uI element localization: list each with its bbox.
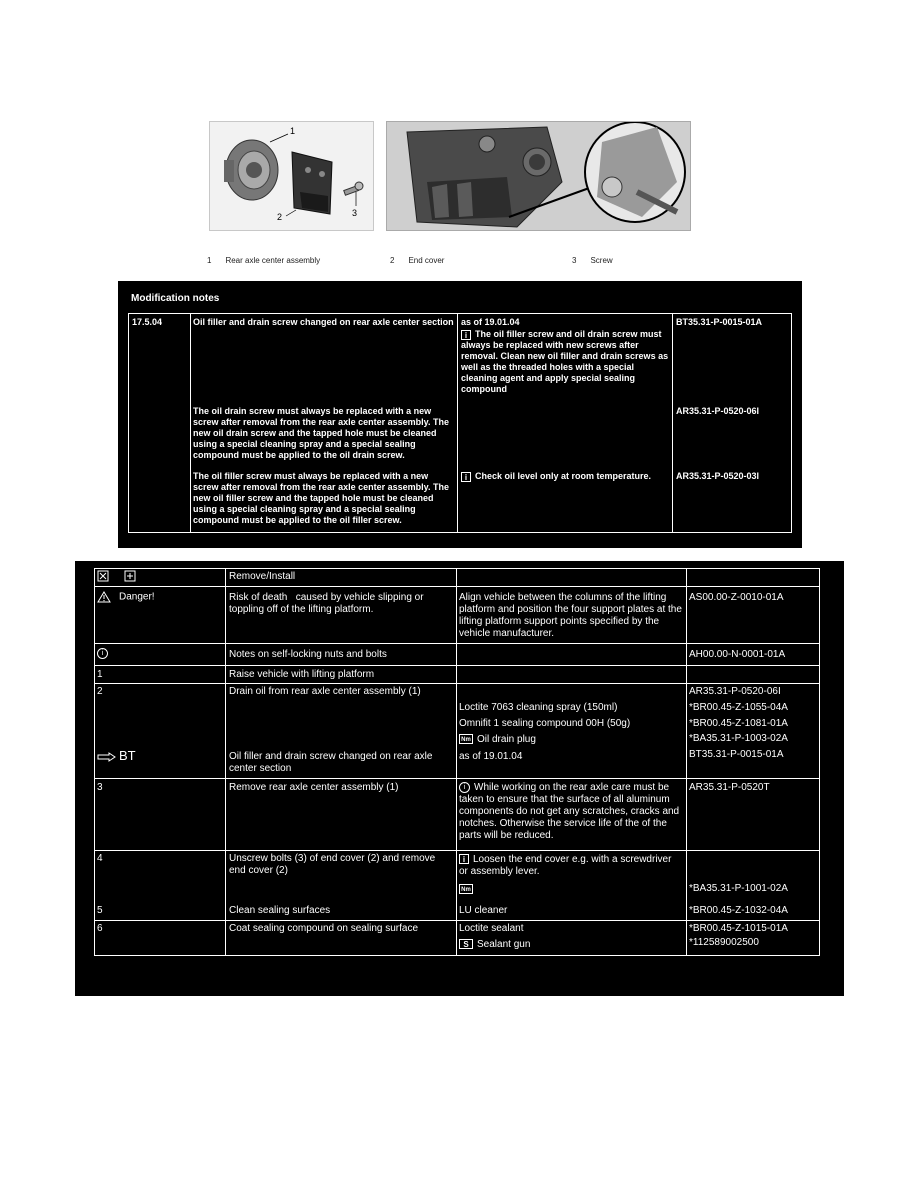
notes-icon-cell (97, 648, 112, 660)
step-4-ref: *BA35.31-P-1001-02A (689, 883, 788, 894)
mod-ref-3: AR35.31-P-0520-03I (676, 471, 760, 481)
mod-note-2: i Check oil level only at room temperature. (461, 471, 669, 482)
remove-install-icons (97, 570, 137, 586)
step-3-ref: AR35.31-P-0520T (689, 782, 770, 793)
info-icon: i (461, 472, 471, 482)
step-2-bt-asof: as of 19.01.04 (459, 751, 523, 762)
mod-description: Oil filler and drain screw changed on rear axle center section (193, 317, 454, 327)
mod-note-1: i The oil filler screw and oil drain screw must always be replaced with new screws after removal. Clean new oil filler and drain screws as well as the threaded holes with a special cleaning agent and apply special sealing compound (461, 329, 669, 394)
step-2-compound-ref: *BR00.45-Z-1081-01A (689, 718, 788, 729)
torque-icon: Nm (459, 734, 473, 744)
callout-1: 1 (290, 126, 296, 136)
remove-install-icon (97, 570, 137, 582)
mod-ref-1: BT35.31-P-0015-01A (676, 317, 763, 327)
danger-label: Danger! (97, 591, 155, 604)
step-2-plug-ref: *BA35.31-P-1003-02A (689, 733, 788, 744)
step-4-num: 4 (97, 853, 103, 864)
mod-drain-text: The oil drain screw must always be replaced with a new screw after removal from the rear axle center assembly. The new oil drain screw and the tapped hole must be cleaned using a special cleaning spray and a special sealing compound must be applied to the oil drain screw. (193, 406, 449, 460)
step-4-note: i Loosen the end cover e.g. with a screwdriver or assembly lever. (459, 854, 672, 877)
step-2-spray-ref: *BR00.45-Z-1055-04A (689, 702, 788, 713)
mod-filler-text: The oil filler screw must always be replaced with a new screw after removal from the rear axle center assembly. The new oil filler screw and the tapped hole must be cleaned using a special cleaning spray and a special sealing compound must be applied to the oil filler screw. (193, 471, 449, 525)
step-2-ref: AR35.31-P-0520-06I (689, 686, 781, 697)
step-5-num: 5 (97, 905, 103, 916)
step-6-num: 6 (97, 923, 103, 934)
notes-icon: i (97, 648, 108, 659)
step-3-num: 3 (97, 782, 103, 793)
danger-risk: Risk of death caused by vehicle slipping or toppling off of the lifting platform. (229, 592, 424, 615)
step-3-label: Remove rear axle center assembly (1) (229, 782, 399, 793)
legend-item-2: 2 End cover (390, 256, 445, 265)
step-2-bt: BT (97, 750, 136, 763)
pointing-hand-icon (97, 751, 117, 763)
step-2-plug: Nm Oil drain plug (459, 734, 536, 746)
warning-icon (97, 591, 111, 603)
step-3-note: i While working on the rear axle care must be taken to ensure that the surface of all aluminum components do not get any scratches, cracks and notches. Otherwise the service life of the of the parts will be reduced. (459, 782, 680, 842)
tool-icon: S (459, 939, 473, 949)
step-1-num: 1 (97, 669, 103, 680)
step-5-label: Clean sealing surfaces (229, 905, 331, 916)
mod-as-of: as of 19.01.04 (461, 317, 520, 327)
notes-ref: AH00.00-N-0001-01A (689, 649, 786, 660)
axle-assembly-illustration (210, 122, 374, 231)
step-2-bt-ref: BT35.31-P-0015-01A (689, 749, 784, 760)
step-2-bt-text: Oil filler and drain screw changed on rear axle center section (229, 751, 433, 774)
step-1-label: Raise vehicle with lifting platform (229, 669, 375, 680)
header-remove-install: Remove/Install (229, 571, 296, 582)
step-4-torque (459, 884, 477, 896)
modification-notes-table (128, 313, 792, 533)
step-4-label: Unscrew bolts (3) of end cover (2) and remove end cover (2) (229, 853, 436, 876)
callout-3: 3 (352, 208, 358, 218)
axle-detail-illustration (387, 122, 691, 231)
step-2-spray: Loctite 7063 cleaning spray (150ml) (459, 702, 618, 713)
step-6-label: Coat sealing compound on sealing surface (229, 923, 419, 934)
step-6-material-ref: *BR00.45-Z-1015-01A (689, 923, 788, 934)
info-icon: i (461, 330, 471, 340)
notes-self-locking: Notes on self-locking nuts and bolts (229, 649, 387, 660)
step-6-tool-ref: *112589002500 (689, 937, 759, 948)
step-6-material: Loctite sealant (459, 923, 524, 934)
step-5-ref: *BR00.45-Z-1032-04A (689, 905, 788, 916)
step-2-compound: Omnifit 1 sealing compound 00H (50g) (459, 718, 631, 729)
legend-item-1: 1 Rear axle center assembly (207, 256, 321, 265)
procedure-table (75, 561, 844, 996)
figure-detail-view (386, 121, 691, 231)
step-2-label: Drain oil from rear axle center assembly (1) (229, 686, 421, 697)
danger-action: Align vehicle between the columns of the lifting platform and position the four support plates at the lifting platform support points specified by the vehicle manufacturer. (459, 592, 682, 639)
mod-ref-2: AR35.31-P-0520-06I (676, 406, 760, 416)
note-icon: i (459, 782, 470, 793)
step-6-tool: S Sealant gun (459, 939, 530, 951)
torque-icon: Nm (459, 884, 473, 894)
modification-notes-title: Modification notes (131, 293, 220, 304)
figure-exploded-view (209, 121, 374, 231)
step-2-num: 2 (97, 686, 103, 697)
legend-item-3: 3 Screw (572, 256, 613, 265)
callout-2: 2 (277, 212, 283, 222)
danger-ref: AS00.00-Z-0010-01A (689, 592, 784, 603)
step-5-material: LU cleaner (459, 905, 508, 916)
info-icon: i (459, 854, 469, 864)
mod-date: 17.5.04 (132, 317, 163, 327)
